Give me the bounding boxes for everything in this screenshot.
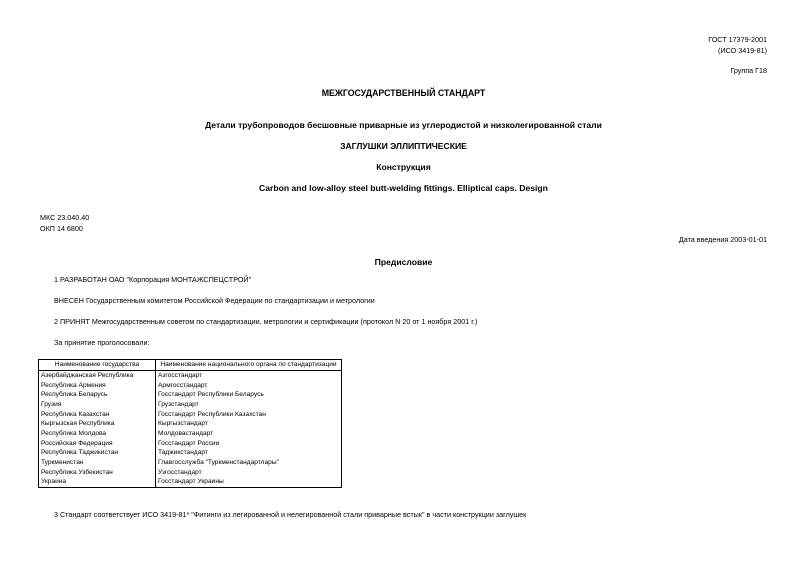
standard-code-label: ГОСТ 17379-2001 — [708, 35, 767, 44]
table-row — [39, 390, 342, 400]
table-row — [39, 381, 342, 391]
document-caps-title: ЗАГЛУШКИ ЭЛЛИПТИЧЕСКИЕ — [340, 141, 467, 151]
state-cell: Республика Таджикистан — [39, 449, 156, 459]
group-label: Группа Г18 — [730, 66, 767, 75]
table-row — [39, 410, 342, 420]
preface-paragraph-3: 2 ПРИНЯТ Межгосударственным советом по стандартизации, метрологии и сертификации (протокол N 20 от 1 ноября 2001 г.) — [54, 317, 478, 326]
voting-states-table — [38, 359, 342, 488]
document-title: МЕЖГОСУДАРСТВЕННЫЙ СТАНДАРТ — [321, 88, 486, 98]
table-row — [39, 478, 342, 488]
authority-cell: Грузстандарт — [156, 400, 342, 410]
table-row — [39, 371, 342, 381]
preface-paragraph-2: ВНЕСЕН Государственным комитетом Российской Федерации по стандартизации и метрологии — [54, 296, 375, 305]
authority-cell: Госстандарт Республики Казахстан — [156, 410, 342, 420]
state-cell: Республика Беларусь — [39, 390, 156, 400]
state-cell: Кыргызская Республика — [39, 419, 156, 429]
state-cell: Азербайджанская Республика — [39, 371, 156, 381]
authority-cell: Узгосстандарт — [156, 468, 342, 478]
table-header-state: Наименование государства — [39, 360, 156, 371]
authority-cell: Азгосстандарт — [156, 371, 342, 381]
authority-cell: Госстандарт Республики Беларусь — [156, 390, 342, 400]
document-english-title: Carbon and low-alloy steel butt-welding fittings. Elliptical caps. Design — [259, 183, 548, 193]
authority-cell: Таджикстандарт — [156, 449, 342, 459]
table-row — [39, 429, 342, 439]
state-cell: Республика Казахстан — [39, 410, 156, 420]
document-construction-title: Конструкция — [376, 162, 431, 172]
state-cell: Республика Молдова — [39, 429, 156, 439]
state-cell: Республика Армения — [39, 381, 156, 391]
mks-code: МКС 23.040.40 — [40, 213, 90, 222]
state-cell: Российская Федерация — [39, 439, 156, 449]
table-row — [39, 458, 342, 468]
authority-cell: Кыргызстандарт — [156, 419, 342, 429]
document-subject: Детали трубопроводов бесшовные приварные из углеродистой и низколегированной стали — [205, 120, 602, 130]
authority-cell: Молдовастандарт — [156, 429, 342, 439]
table-header-row — [39, 360, 342, 371]
preface-paragraph-1: 1 РАЗРАБОТАН ОАО "Корпорация МОНТАЖСПЕЦСТРОЙ" — [54, 275, 252, 284]
state-cell: Республика Узбекистан — [39, 468, 156, 478]
table-row — [39, 439, 342, 449]
preface-heading: Предисловие — [374, 257, 433, 267]
state-cell: Туркменистан — [39, 458, 156, 468]
okp-code: ОКП 14 6800 — [40, 224, 83, 233]
authority-cell: Главгосслужба "Туркменстандартлары" — [156, 458, 342, 468]
table-row — [39, 400, 342, 410]
table-header-authority: Наименование национального органа по стандартизации — [156, 360, 342, 371]
table-row — [39, 468, 342, 478]
authority-cell: Армгосстандарт — [156, 381, 342, 391]
intro-date: Дата введения 2003-01-01 — [678, 235, 767, 244]
state-cell: Украина — [39, 478, 156, 488]
authority-cell: Госстандарт России — [156, 439, 342, 449]
table-row — [39, 449, 342, 459]
preface-paragraph-5: 3 Стандарт соответствует ИСО 3419-81* "Фитинги из легированной и нелегированной стали приварные встык" в части конструкции заглушек — [54, 510, 527, 519]
preface-paragraph-4: За принятие проголосовали: — [54, 338, 150, 347]
iso-reference: (ИСО 3419-81) — [718, 46, 767, 55]
state-cell: Грузия — [39, 400, 156, 410]
table-row — [39, 419, 342, 429]
authority-cell: Госстандарт Украины — [156, 478, 342, 488]
